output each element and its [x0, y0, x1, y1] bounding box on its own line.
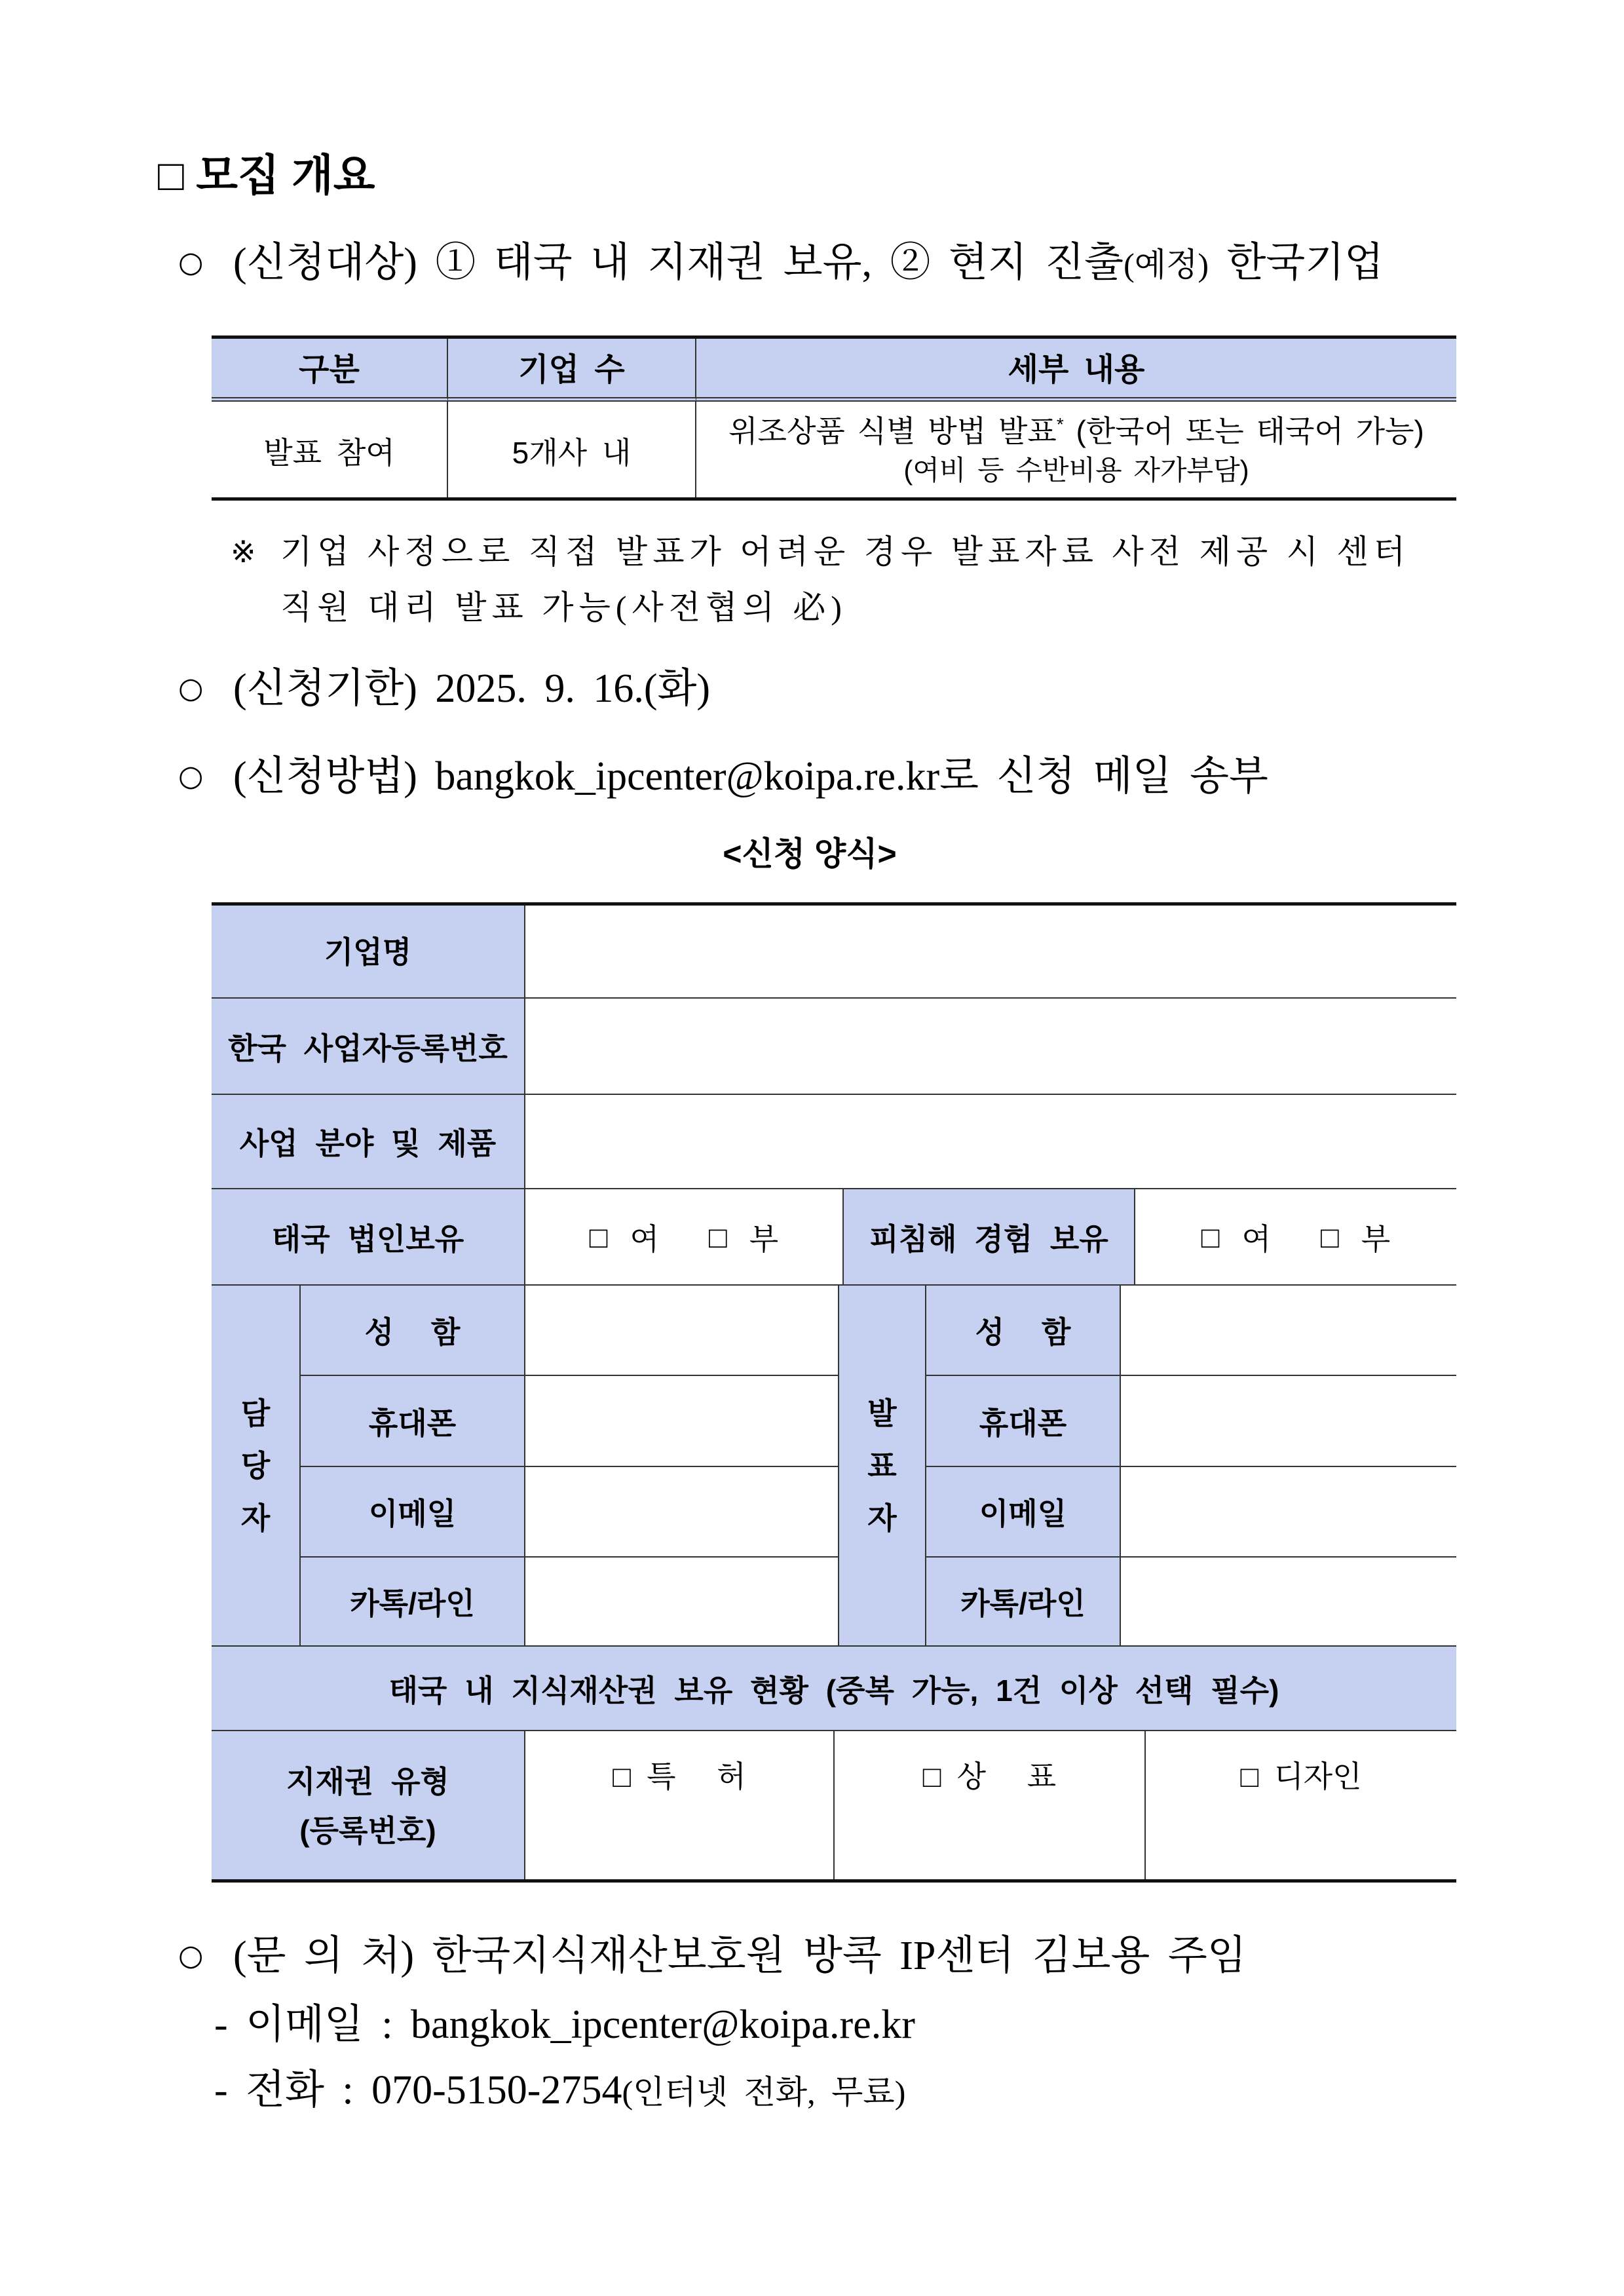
- checkbox-icon: □: [709, 1219, 727, 1254]
- detail-main-line: [728, 411, 1424, 451]
- thai-corp-label: 태국 법인보유: [212, 1189, 525, 1286]
- manager-phone-label: 휴대폰: [301, 1376, 525, 1467]
- presenter-group-label: [839, 1286, 926, 1647]
- option-no-label: 부: [1361, 1221, 1391, 1256]
- presenter-messenger-value: [1121, 1558, 1456, 1647]
- table-bottom-rule: [212, 497, 1456, 501]
- application-form-table: [212, 902, 1456, 1883]
- header-count: 기업 수: [448, 335, 696, 402]
- header-detail: 세부 내용: [696, 335, 1456, 402]
- manager-group-label: [212, 1286, 301, 1647]
- company-name-value: [525, 902, 1456, 999]
- infringement-options: [1135, 1189, 1456, 1286]
- business-field-value: [525, 1095, 1456, 1189]
- presenter-phone-value: [1121, 1376, 1456, 1467]
- thai-corp-yes-option: [590, 1215, 659, 1259]
- presenter-phone-label: 휴대폰: [926, 1376, 1121, 1467]
- manager-phone-value: [525, 1376, 839, 1467]
- business-reg-value: [525, 999, 1456, 1095]
- section-title: □ 모집 개요: [158, 151, 375, 199]
- summary-table: [212, 335, 1456, 501]
- checkbox-icon: □: [613, 1759, 632, 1793]
- ip-type-patent-cell: [525, 1731, 835, 1883]
- checkbox-icon: □: [922, 1759, 941, 1793]
- method-line: (신청방법) bangkok_ipcenter@koipa.re.kr로 신청 메일 송부: [233, 754, 1268, 799]
- inquiry-phone: - 전화 : 070-5150-2754: [214, 2068, 622, 2113]
- deadline-line: (신청기한) 2025. 9. 16.(화): [233, 666, 711, 711]
- checkbox-icon: □: [1201, 1219, 1220, 1254]
- ip-type-design-label: 디자인: [1274, 1759, 1362, 1793]
- detail-note: (여비 등 수반비용 자가부담): [903, 454, 1249, 486]
- manager-name-label: 성 함: [301, 1286, 525, 1376]
- presenter-email-value: [1121, 1467, 1456, 1558]
- manager-email-label: 이메일: [301, 1467, 525, 1558]
- option-yes-label: 여: [1241, 1221, 1271, 1256]
- option-no-label: 부: [749, 1221, 779, 1256]
- ip-type-label: 지재권 유형: [286, 1764, 449, 1799]
- infringement-label: 피침해 경험 보유: [844, 1189, 1135, 1286]
- presenter-name-value: [1121, 1286, 1456, 1376]
- business-field-label: 사업 분야 및 제품: [212, 1095, 525, 1189]
- option-yes-label: 여: [630, 1221, 659, 1256]
- detail-main: 위조상품 식별 방법 발표: [728, 413, 1057, 448]
- note-line-2: 직원 대리 발표 가능(사전협의 必): [280, 589, 847, 626]
- bullet-marker: ○: [178, 759, 204, 793]
- row-detail: [696, 402, 1456, 501]
- eligibility-line: [233, 237, 1384, 289]
- checkbox-icon: □: [1321, 1219, 1339, 1254]
- table-top-rule: [212, 335, 1456, 339]
- bullet-marker: ○: [178, 246, 204, 279]
- ip-type-label-cell: [212, 1731, 525, 1883]
- presenter-name-label: 성 함: [926, 1286, 1121, 1376]
- ip-type-sublabel: (등록번호): [299, 1813, 436, 1848]
- row-category: 발표 참여: [212, 402, 448, 501]
- form-top-rule: [212, 902, 1456, 906]
- presenter-messenger-label: 카톡/라인: [926, 1558, 1121, 1647]
- bullet-marker: ○: [178, 672, 204, 705]
- eligibility-text: (신청대상) ① 태국 내 지재권 보유, ② 현지 진출: [233, 240, 1124, 285]
- form-title: <신청 양식>: [723, 835, 897, 872]
- inquiry-email: - 이메일 : bangkok_ipcenter@koipa.re.kr: [214, 2002, 915, 2047]
- manager-name-value: [525, 1286, 839, 1376]
- thai-corp-options: [525, 1189, 844, 1286]
- note-marker: ※: [231, 534, 256, 569]
- ip-type-patent-label: 특 허: [647, 1759, 746, 1793]
- ip-type-trademark-cell: [835, 1731, 1146, 1883]
- eligibility-tail: 한국기업: [1208, 240, 1384, 285]
- presenter-email-label: 이메일: [926, 1467, 1121, 1558]
- form-bottom-rule: [212, 1879, 1456, 1883]
- row-count: 5개사 내: [448, 402, 696, 501]
- manager-messenger-label: 카톡/라인: [301, 1558, 525, 1647]
- infringement-yes-option: [1201, 1215, 1271, 1259]
- header-category: 구분: [212, 335, 448, 402]
- inquiry-phone-note: (인터넷 전화, 무료): [622, 2074, 906, 2111]
- ip-type-patent-option: [613, 1757, 746, 1795]
- ip-type-trademark-label: 상 표: [956, 1759, 1057, 1793]
- ip-type-trademark-option: [923, 1757, 1056, 1795]
- detail-language: (한국어 또는 태국어 가능): [1063, 413, 1424, 448]
- ip-type-design-option: [1240, 1757, 1361, 1795]
- ip-status-header: 태국 내 지식재산권 보유 현황 (중복 가능, 1건 이상 선택 필수): [212, 1647, 1456, 1731]
- checkbox-icon: □: [1240, 1759, 1259, 1793]
- presenter-label: 발표자: [867, 1396, 897, 1535]
- manager-messenger-value: [525, 1558, 839, 1647]
- thai-corp-no-option: [709, 1215, 778, 1259]
- eligibility-tentative: (예정): [1124, 246, 1209, 283]
- ip-type-design-cell: [1146, 1731, 1456, 1883]
- business-reg-label: 한국 사업자등록번호: [212, 999, 525, 1095]
- company-name-label: 기업명: [212, 902, 525, 999]
- note-line-1: 기업 사정으로 직접 발표가 어려운 경우 발표자료 사전 제공 시 센터: [280, 533, 1411, 570]
- manager-email-value: [525, 1467, 839, 1558]
- manager-label: 담당자: [240, 1396, 271, 1535]
- inquiry-line: (문 의 처) 한국지식재산보호원 방콕 IP센터 김보용 주임: [233, 1934, 1247, 1978]
- checkbox-icon: □: [589, 1219, 608, 1254]
- inquiry-phone-line: [214, 2064, 905, 2116]
- infringement-no-option: [1321, 1215, 1390, 1259]
- detail-footnote-mark: *: [1056, 413, 1064, 434]
- bullet-marker: ○: [178, 1939, 204, 1972]
